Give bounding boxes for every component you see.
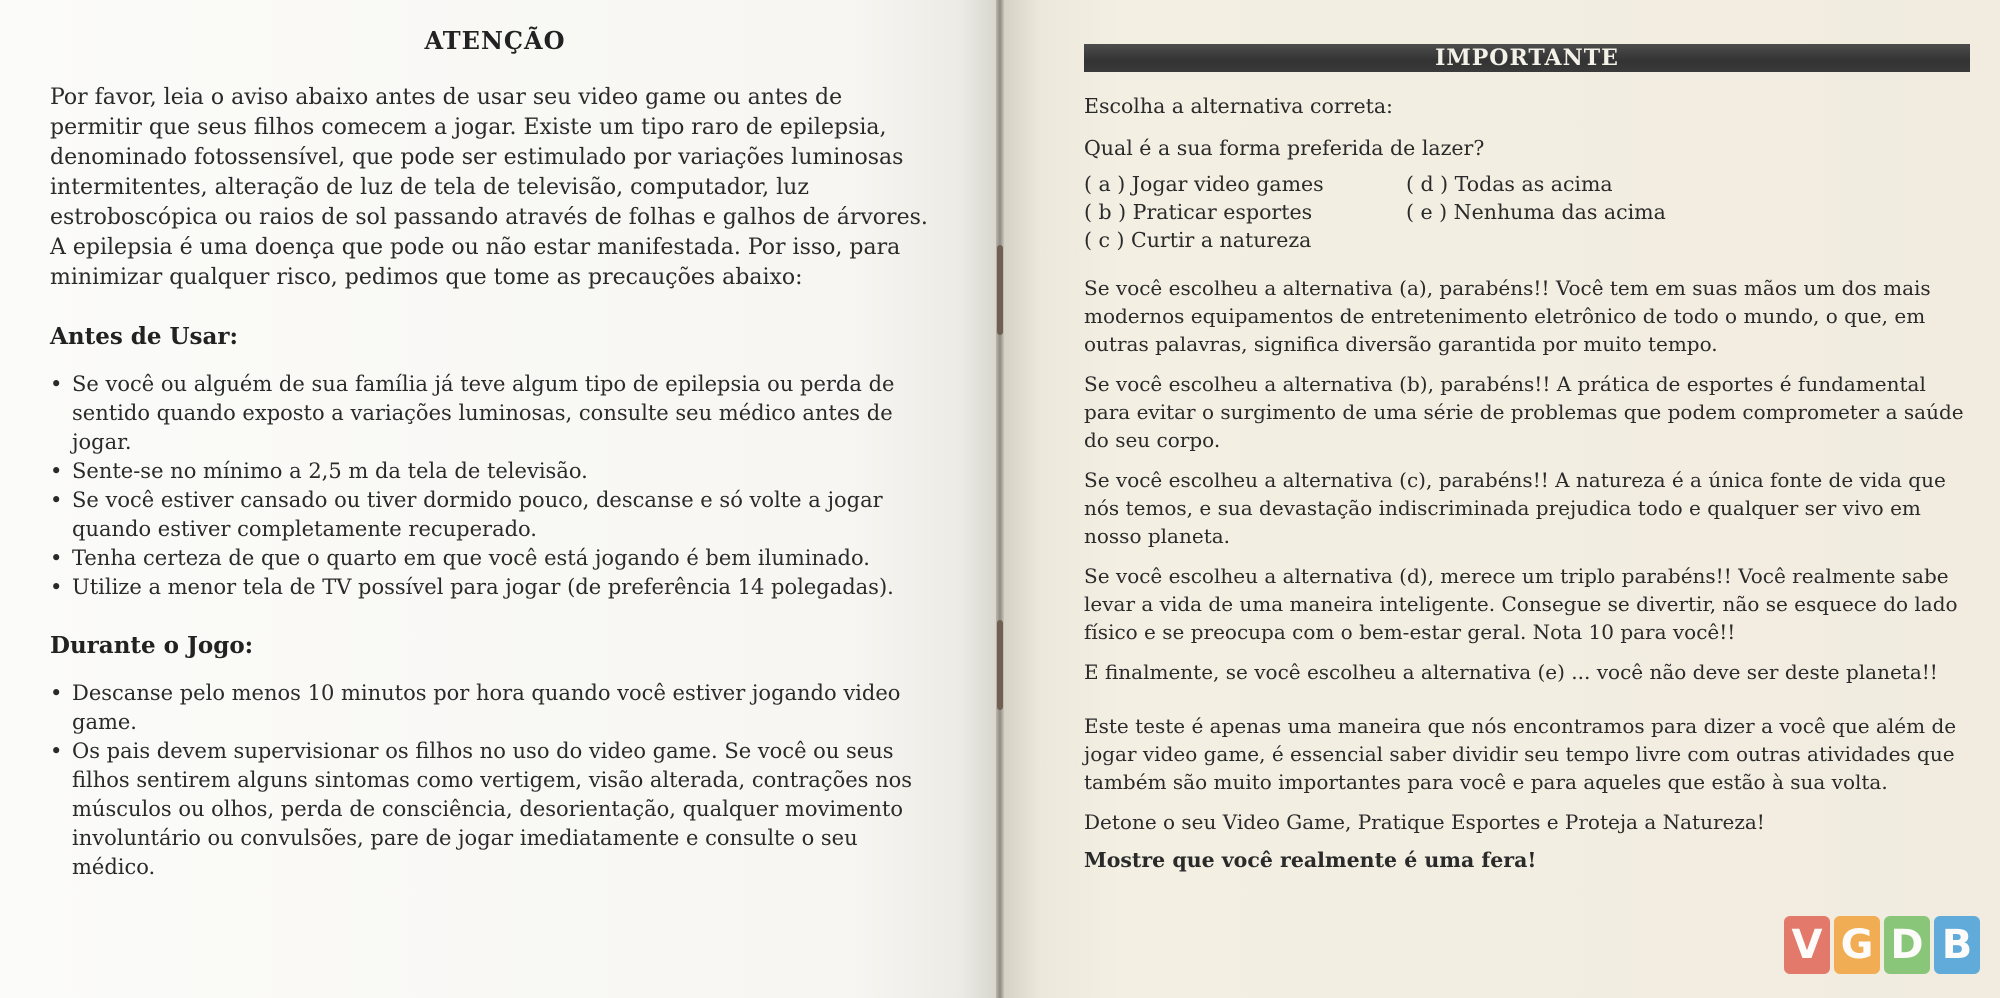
before-use-heading: Antes de Usar: xyxy=(50,323,239,350)
quiz-question: Qual é a sua forma preferida de lazer? xyxy=(1084,136,1485,160)
answer-c: Se você escolheu a alternativa (c), parabéns!! A natureza é a única fonte de vida que nós temos, e sua devastação indiscriminada prejudica todo e qualquer ser vivo em nosso planeta. xyxy=(1084,468,1946,548)
list-item: • Os pais devem supervisionar os filhos no uso do video game. Se você ou seus filhos sentirem alguns sintomas como vertigem, visão alterada, contrações nos músculos ou olhos, perda de consciência, desorientação, qualquer movimento involuntário ou convulsões, pare de jogar imediatamente e consulte o seu médico. xyxy=(50,737,940,882)
vgdb-watermark-logo xyxy=(1784,916,1980,974)
book-spine xyxy=(996,0,1004,998)
list-item: • Tenha certeza de que o quarto em que você está jogando é bem iluminado. xyxy=(50,544,940,573)
option-d: ( d ) Todas as acima xyxy=(1406,172,1613,196)
important-banner: IMPORTANTE xyxy=(1084,44,1970,72)
logo-tile-v: V xyxy=(1784,916,1830,974)
closing-paragraph: Este teste é apenas uma maneira que nós encontramos para dizer a você que além de jogar video game, é essencial saber dividir seu tempo livre com outras atividades que também são muito importantes para você e para aqueles que estão à sua volta. xyxy=(1084,714,1957,794)
list-item: • Sente-se no mínimo a 2,5 m da tela de televisão. xyxy=(50,457,940,486)
answer-d: Se você escolheu a alternativa (d), merece um triplo parabéns!! Você realmente sabe levar a vida de uma maneira inteligente. Consegue se divertir, não se esquece do lado físico e se preocupa com o bem-estar geral. Nota 10 para você!! xyxy=(1084,564,1958,644)
logo-tile-g: G xyxy=(1834,916,1880,974)
quiz-prompt: Escolha a alternativa correta: xyxy=(1084,94,1393,118)
quiz-options xyxy=(1084,170,1970,254)
staple-top xyxy=(997,245,1003,335)
during-game-heading: Durante o Jogo: xyxy=(50,632,254,659)
logo-tile-b: B xyxy=(1934,916,1980,974)
option-e: ( e ) Nenhuma das acima xyxy=(1406,200,1666,224)
option-b: ( b ) Praticar esportes xyxy=(1084,200,1313,224)
staple-bottom xyxy=(997,620,1003,710)
warning-title: ATENÇÃO xyxy=(424,26,566,55)
option-a: ( a ) Jogar video games xyxy=(1084,172,1324,196)
final-line: Mostre que você realmente é uma fera! xyxy=(1084,848,1537,872)
right-page xyxy=(1000,0,2000,998)
answer-a: Se você escolheu a alternativa (a), parabéns!! Você tem em suas mãos um dos mais modernos equipamentos de entretenimento eletrônico de todo o mundo, o que, em outras palavras, significa diversão garantida por muito tempo. xyxy=(1084,276,1931,356)
logo-tile-d: D xyxy=(1884,916,1930,974)
answer-e: E finalmente, se você escolheu a alternativa (e) ... você não deve ser deste planeta!! xyxy=(1084,660,1938,684)
answer-b: Se você escolheu a alternativa (b), parabéns!! A prática de esportes é fundamental para evitar o surgimento de uma série de problemas que podem comprometer a saúde do seu corpo. xyxy=(1084,372,1964,452)
before-use-list xyxy=(50,370,940,602)
list-item: • Se você ou alguém de sua família já teve algum tipo de epilepsia ou perda de sentido quando exposto a variações luminosas, consulte seu médico antes de jogar. xyxy=(50,370,940,457)
list-item: • Descanse pelo menos 10 minutos por hora quando você estiver jogando video game. xyxy=(50,679,940,737)
during-game-list xyxy=(50,679,940,882)
option-c: ( c ) Curtir a natureza xyxy=(1084,228,1312,252)
slogan: Detone o seu Video Game, Pratique Esportes e Proteja a Natureza! xyxy=(1084,810,1765,834)
list-item: • Utilize a menor tela de TV possível para jogar (de preferência 14 polegadas). xyxy=(50,573,940,602)
warning-intro: Por favor, leia o aviso abaixo antes de usar seu video game ou antes de permitir que seus filhos comecem a jogar. Existe um tipo raro de epilepsia, denominado fotossensível, que pode ser estimulado por variações luminosas intermitentes, alteração de luz de tela de televisão, computador, luz estroboscópica ou raios de sol passando através de folhas e galhos de árvores. A epilepsia é uma doença que pode ou não estar manifestada. Por isso, para minimizar qualquer risco, pedimos que tome as precauções abaixo: xyxy=(50,85,928,290)
list-item: • Se você estiver cansado ou tiver dormido pouco, descanse e só volte a jogar quando estiver completamente recuperado. xyxy=(50,486,940,544)
